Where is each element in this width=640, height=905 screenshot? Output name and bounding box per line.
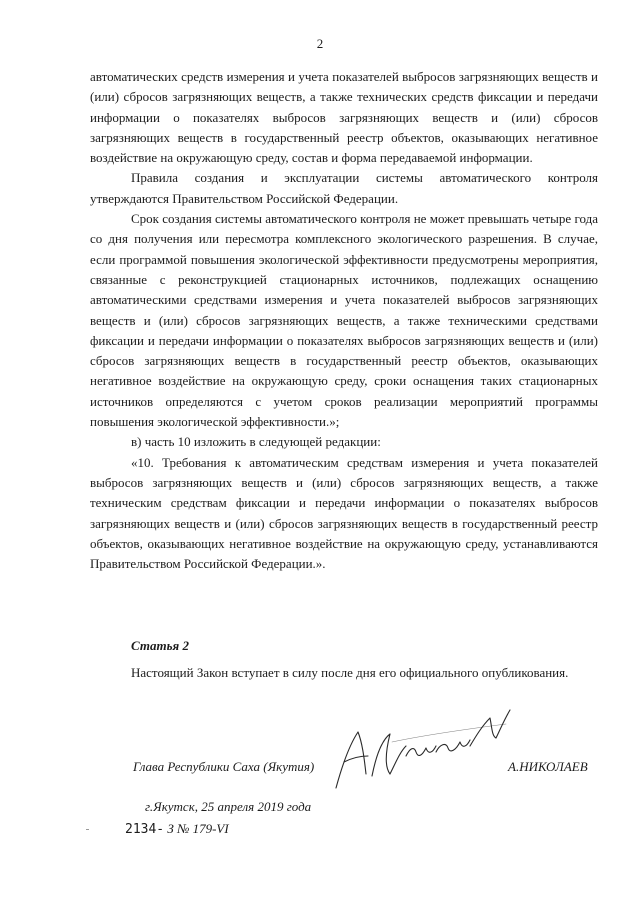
- paragraph-rules: Правила создания и эксплуатации системы автоматического контроля утверждаются Правительством Российской Федерации.: [90, 170, 598, 206]
- signatory-title: Глава Республики Саха (Якутия): [133, 759, 315, 774]
- page-number: 2: [316, 36, 324, 51]
- paragraph-continuation: автоматических средств измерения и учета показателей выбросов загрязняющих веществ и (или) сбросов загрязняющих веществ, а также технических средств фиксации и передачи информации о показателях выбросов загрязняющих веществ и (или) сбросов загрязняющих веществ в государственный реестр объектов, оказывающих негативное воздействие на окружающую среду, состав и форма передаваемой информации.: [90, 69, 598, 166]
- paragraph-part-10: «10. Требования к автоматическим средствам измерения и учета показателей выбросов загрязняющих веществ и (или) сбросов загрязняющих веществ, а также техническим средствам фиксации и передачи информации о показателях выбросов загрязняющих веществ и (или) сбросов загрязняющих веществ в государственный реестр объектов, оказывающих негативное воздействие на окружающую среду, устанавливаются Правительством Российской Федерации.».: [90, 454, 598, 572]
- paragraph-amendment-intro: в) часть 10 изложить в следующей редакции:: [131, 434, 381, 450]
- paragraph-deadline: Срок создания системы автоматического контроля не может превышать четыре года со дня получения или пересмотра комплексного экологического разрешения. В случае, если программой повышения экологической эффективности предусмотрены мероприятия, связанные с реконструкцией стационарных источников, подлежащих оснащению автоматическими средствами измерения и учета показателей выбросов загрязняющих веществ и (или) сбросов загрязняющих веществ, а также техническими средствами фиксации и передачи информации о показателях выбросов загрязняющих веществ и (или) сбросов загрязняющих веществ в государственный реестр объектов, оказывающих негативное воздействие на окружающую среду, сроки оснащения таких стационарных источников определяются с учетом сроков реализации мероприятий программы повышения экологической эффективности.»;: [90, 211, 598, 430]
- place-date: г.Якутск, 25 апреля 2019 года: [145, 799, 312, 814]
- signatory-name: А.НИКОЛАЕВ: [508, 759, 588, 774]
- article-heading: Статья 2: [131, 638, 189, 653]
- registration-prefix: 2134-: [125, 822, 165, 837]
- document-body: [90, 67, 598, 574]
- registration-law-number: З № 179-VI: [167, 821, 229, 836]
- registration-number: [125, 821, 229, 837]
- handwritten-signature: [320, 696, 520, 806]
- law-effective-text: Настоящий Закон вступает в силу после дня его официального опубликования.: [131, 665, 569, 680]
- scan-mark: [86, 829, 89, 830]
